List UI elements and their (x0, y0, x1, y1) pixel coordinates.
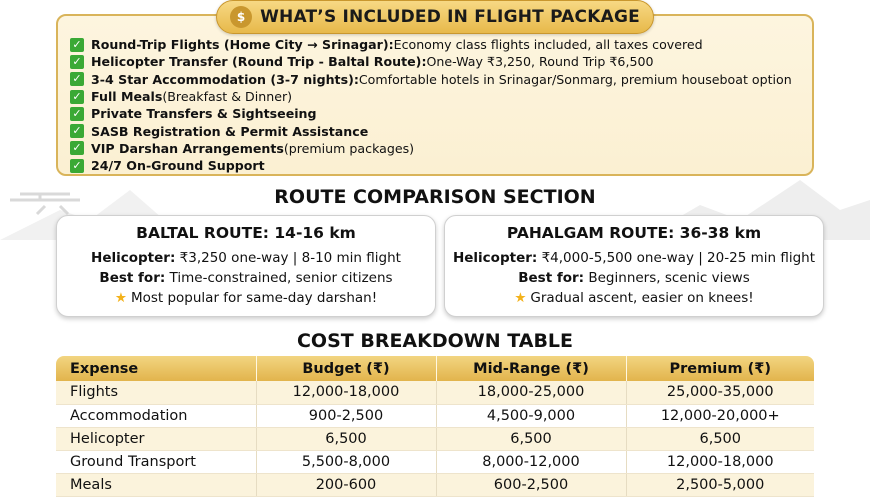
included-header (216, 0, 654, 34)
table-header: Premium (₹) (626, 356, 814, 381)
route-best-for: Best for: Beginners, scenic views (518, 270, 750, 286)
route-helicopter: Helicopter: ₹3,250 one-way | 8-10 min flight (91, 250, 401, 266)
included-list (70, 36, 820, 174)
table-row (56, 450, 814, 473)
route-best-for: Best for: Time-constrained, senior citizens (99, 270, 393, 286)
table-cell: 5,500-8,000 (256, 450, 436, 473)
table-cell: 18,000-25,000 (436, 381, 626, 404)
table-cell: 8,000-12,000 (436, 450, 626, 473)
star-icon: ★ (514, 290, 527, 306)
route-section-title: ROUTE COMPARISON SECTION (274, 186, 596, 208)
table-header: Expense (56, 356, 256, 381)
list-item: ✓ Round-Trip Flights (Home City → Srinagar): Economy class flights included, all taxes covered (70, 36, 820, 53)
check-icon: ✓ (70, 159, 84, 173)
table-cell: Meals (56, 473, 256, 496)
table-cell: 200-600 (256, 473, 436, 496)
table-cell: Helicopter (56, 427, 256, 450)
route-title: BALTAL ROUTE: 14-16 km (136, 224, 356, 242)
table-cell: Ground Transport (56, 450, 256, 473)
table-cell: 2,500-5,000 (626, 473, 814, 496)
check-icon: ✓ (70, 38, 84, 52)
cost-table (56, 356, 814, 497)
table-cell: 25,000-35,000 (626, 381, 814, 404)
included-title: WHAT’S INCLUDED IN FLIGHT PACKAGE (260, 7, 640, 27)
table-cell: 6,500 (626, 427, 814, 450)
table-cell: 12,000-20,000+ (626, 404, 814, 427)
table-cell: 900-2,500 (256, 404, 436, 427)
list-item: ✓ Helicopter Transfer (Round Trip - Baltal Route): One-Way ₹3,250, Round Trip ₹6,500 (70, 53, 820, 70)
table-cell: 600-2,500 (436, 473, 626, 496)
list-item: ✓ VIP Darshan Arrangements (premium packages) (70, 140, 820, 157)
table-row (56, 473, 814, 496)
table-header: Mid-Range (₹) (436, 356, 626, 381)
check-icon: ✓ (70, 72, 84, 86)
route-helicopter: Helicopter: ₹4,000-5,500 one-way | 20-25 min flight (452, 250, 816, 266)
table-header-row (56, 356, 814, 381)
route-title: PAHALGAM ROUTE: 36-38 km (506, 224, 762, 242)
list-item: ✓ Full Meals (Breakfast & Dinner) (70, 88, 820, 105)
table-header: Budget (₹) (256, 356, 436, 381)
table-cell: 4,500-9,000 (436, 404, 626, 427)
table-row (56, 381, 814, 404)
list-item: ✓ SASB Registration & Permit Assistance (70, 122, 820, 139)
table-cell: 12,000-18,000 (626, 450, 814, 473)
check-icon: ✓ (70, 107, 84, 121)
table-cell: 6,500 (256, 427, 436, 450)
list-item: ✓ Private Transfers & Sightseeing (70, 105, 820, 122)
table-cell: 6,500 (436, 427, 626, 450)
baltal-route-card (56, 215, 436, 317)
table-cell: 12,000-18,000 (256, 381, 436, 404)
money-bag-icon: $ (230, 6, 252, 28)
table-row (56, 427, 814, 450)
check-icon: ✓ (70, 124, 84, 138)
pahalgam-route-card (444, 215, 824, 317)
table-row (56, 404, 814, 427)
star-icon: ★ (114, 290, 127, 306)
route-note: ★ Most popular for same-day darshan! (114, 290, 378, 306)
check-icon: ✓ (70, 141, 84, 155)
cost-section-title: COST BREAKDOWN TABLE (296, 330, 574, 352)
list-item: ✓ 24/7 On-Ground Support (70, 157, 820, 174)
list-item: ✓ 3-4 Star Accommodation (3-7 nights): Comfortable hotels in Srinagar/Sonmarg, premium houseboat option (70, 71, 820, 88)
table-cell: Accommodation (56, 404, 256, 427)
check-icon: ✓ (70, 90, 84, 104)
route-note: ★ Gradual ascent, easier on knees! (514, 290, 754, 306)
check-icon: ✓ (70, 55, 84, 69)
table-cell: Flights (56, 381, 256, 404)
